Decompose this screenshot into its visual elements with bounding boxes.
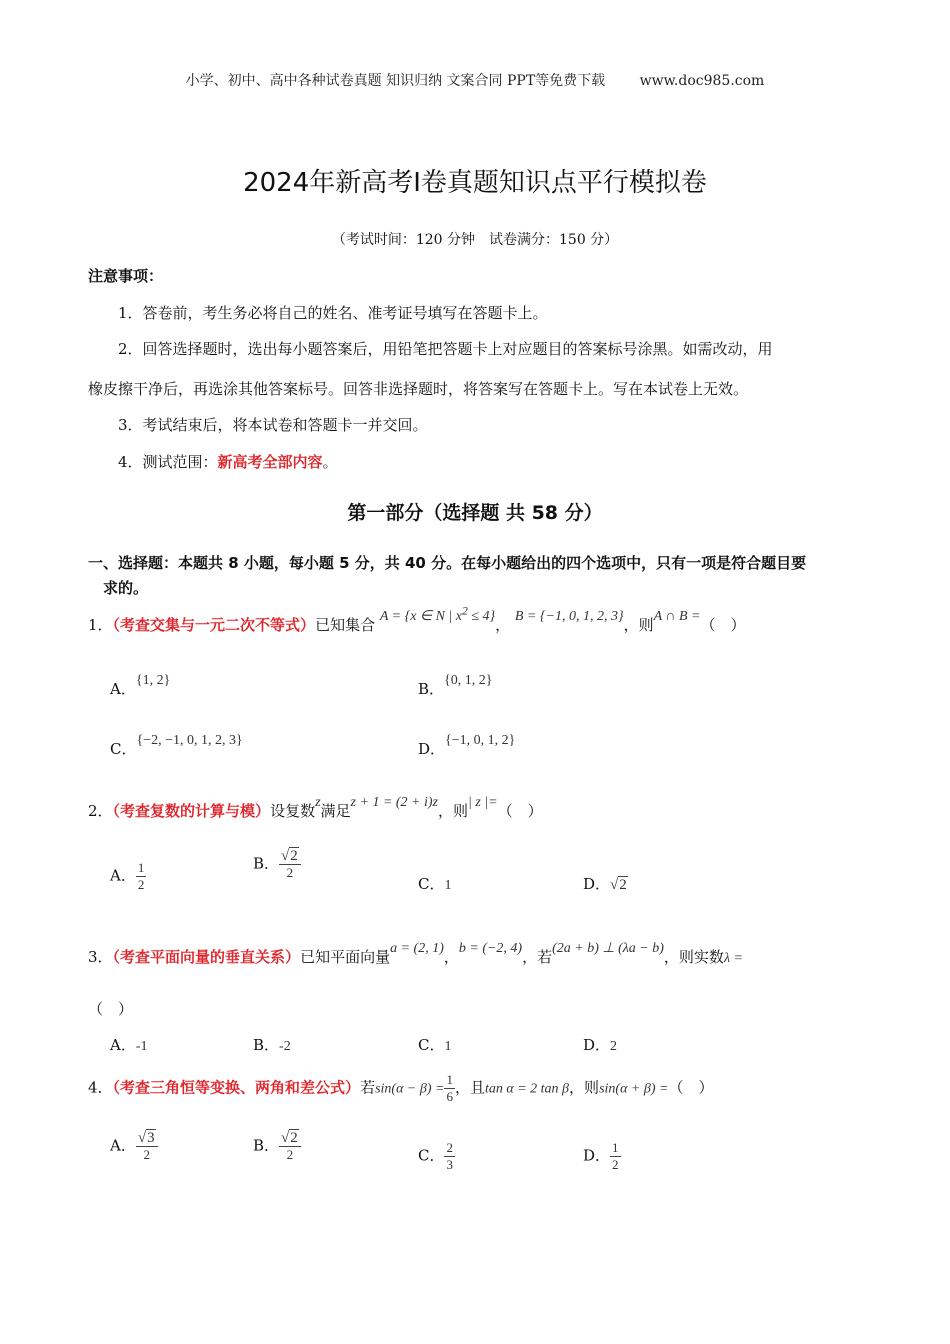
q1-tag: （考查交集与一元二次不等式） — [112, 616, 316, 634]
q3-option-d[interactable]: D．2 — [583, 1036, 618, 1054]
q4-option-d[interactable]: D． $\frac{1}{2}$ — [583, 1140, 619, 1172]
q4-number: 4． — [88, 1078, 113, 1097]
notice-item-3: 3．考试结束后，将本试卷和答题卡一并交回。 — [118, 416, 428, 434]
q1-paren: （ ） — [700, 616, 746, 634]
section-title: 第一部分（选择题 共 58 分） — [347, 502, 603, 524]
q2-z: z — [315, 795, 321, 810]
page-title: 2024年新高考Ⅰ卷真题知识点平行模拟卷 — [243, 168, 707, 198]
q1-number: 1． — [88, 616, 113, 634]
q2-number: 2． — [88, 802, 113, 820]
q2-expr: | z |= — [468, 795, 498, 810]
question-2 — [88, 795, 543, 821]
part1-intro-line2: 求的。 — [103, 579, 149, 597]
q4-option-a[interactable]: A． $\frac{√3}{2}$ — [110, 1130, 158, 1163]
q3-then: ，则实数 — [663, 948, 724, 966]
q4-paren: （ ） — [668, 1078, 714, 1097]
notice-item-2b: 橡皮擦干净后，再选涂其他答案标号。回答非选择题时，将答案写在答题卡上。写在本试卷上无效。 — [88, 380, 749, 398]
q1-option-c[interactable]: C．{−2, −1, 0, 1, 2, 3} — [110, 733, 243, 758]
q1-set-a: A = {x ∈ N | $x^2 \le 4$} — [379, 604, 496, 624]
notice-item-4-suffix: 。 — [322, 453, 338, 471]
exam-info: （考试时间：120 分钟 试卷满分：150 分） — [331, 232, 619, 248]
q3-vector-a: a = (2, 1) — [390, 941, 444, 956]
q2-equation: z + 1 = (2 + i)z — [350, 795, 438, 810]
q2-option-b[interactable]: B． $\frac{√2}{2}$ — [253, 848, 301, 881]
question-3: 3．（考查平面向量的垂直关系）已知平面向量a = (2, 1)，b = (−2, 4)，若(2a + b) ⊥ (λa − b)，则实数λ = — [88, 941, 743, 966]
q1-then: ，则 — [623, 616, 654, 634]
question-4 — [88, 1072, 713, 1105]
question-1: 1．（考查交集与一元二次不等式）已知集合 A = {x ∈ N | $x^2 \le 4$}， B = {−1, 0, 1, 2, 3}，则A ∩ B =（ ） — [88, 604, 746, 634]
q2-tag: （考查复数的计算与模） — [112, 802, 271, 820]
notice-item-4 — [118, 451, 338, 472]
q4-tag: （考查三角恒等变换、两角和差公式） — [112, 1078, 361, 1097]
q4-tan: tan α = 2 tan β — [484, 1081, 570, 1097]
notice-item-2a: 2．回答选择题时，选出每小题答案后，用铅笔把答题卡上对应题目的答案标号涂黑。如需改动，用 — [118, 340, 773, 358]
site-header — [0, 70, 950, 90]
q4-option-c[interactable]: C． $\frac{2}{3}$ — [418, 1140, 453, 1172]
q4-stem: 若 — [360, 1078, 376, 1097]
q2-option-c[interactable]: C．1 — [418, 875, 452, 893]
part1-intro-line1: 一、选择题：本题共 8 小题，每小题 5 分，共 40 分。在每小题给出的四个选项中，只有一项是符合题目要 — [88, 554, 807, 572]
q3-vector-b: b = (−2, 4) — [458, 941, 523, 956]
q1-option-a[interactable]: A．{1, 2} — [110, 673, 171, 698]
notice-item-1: 1．答卷前，考生务必将自己的姓名、准考证号填写在答题卡上。 — [118, 304, 548, 322]
q3-option-a[interactable]: A．-1 — [110, 1036, 148, 1054]
q3-lambda: λ = — [723, 951, 743, 966]
q2-stem-1: 设复数 — [270, 802, 316, 820]
q3-if: ，若 — [522, 948, 553, 966]
q3-tag: （考查平面向量的垂直关系） — [112, 948, 301, 966]
q4-lhs: sin(α − β) = — [375, 1081, 445, 1097]
header-site-link[interactable]: www.doc985.com — [639, 73, 765, 89]
header-text: 小学、初中、高中各种试卷真题 知识归纳 文案合同 PPT等免费下载 — [185, 73, 606, 89]
notice-heading: 注意事项： — [88, 267, 164, 285]
q4-option-b[interactable]: B． $\frac{√2}{2}$ — [253, 1130, 301, 1163]
q4-then: ，则 — [569, 1078, 600, 1097]
q2-paren: （ ） — [497, 802, 543, 820]
q1-option-d[interactable]: D．{−1, 0, 1, 2} — [418, 733, 516, 758]
q2-option-a[interactable]: A． $\frac{1}{2}$ — [110, 860, 145, 892]
q4-expr: sin(α + β) = — [599, 1081, 669, 1097]
q3-option-b[interactable]: B．-2 — [253, 1036, 291, 1054]
q3-condition: (2a + b) ⊥ (λa − b) — [552, 941, 664, 956]
q1-option-b[interactable]: B．{0, 1, 2} — [418, 673, 493, 698]
notice-item-4-scope: 新高考全部内容 — [217, 453, 323, 471]
q4-and: ，且 — [454, 1078, 485, 1097]
q3-option-c[interactable]: C．1 — [418, 1036, 452, 1054]
q1-expr: A ∩ B = — [653, 609, 701, 624]
notice-item-4-prefix: 4．测试范围： — [118, 453, 218, 471]
q2-then: ，则 — [438, 802, 469, 820]
q1-stem: 已知集合 — [315, 616, 376, 634]
q3-paren: （ ） — [88, 1000, 134, 1018]
q3-number: 3． — [88, 948, 113, 966]
q1-set-b: B = {−1, 0, 1, 2, 3} — [514, 609, 624, 624]
q2-option-d[interactable]: D．√2 — [583, 875, 627, 893]
q4-fraction: $\frac{1}{6}$ — [446, 1072, 453, 1104]
q3-stem: 已知平面向量 — [300, 948, 391, 966]
q2-stem-2: 满足 — [320, 802, 351, 820]
